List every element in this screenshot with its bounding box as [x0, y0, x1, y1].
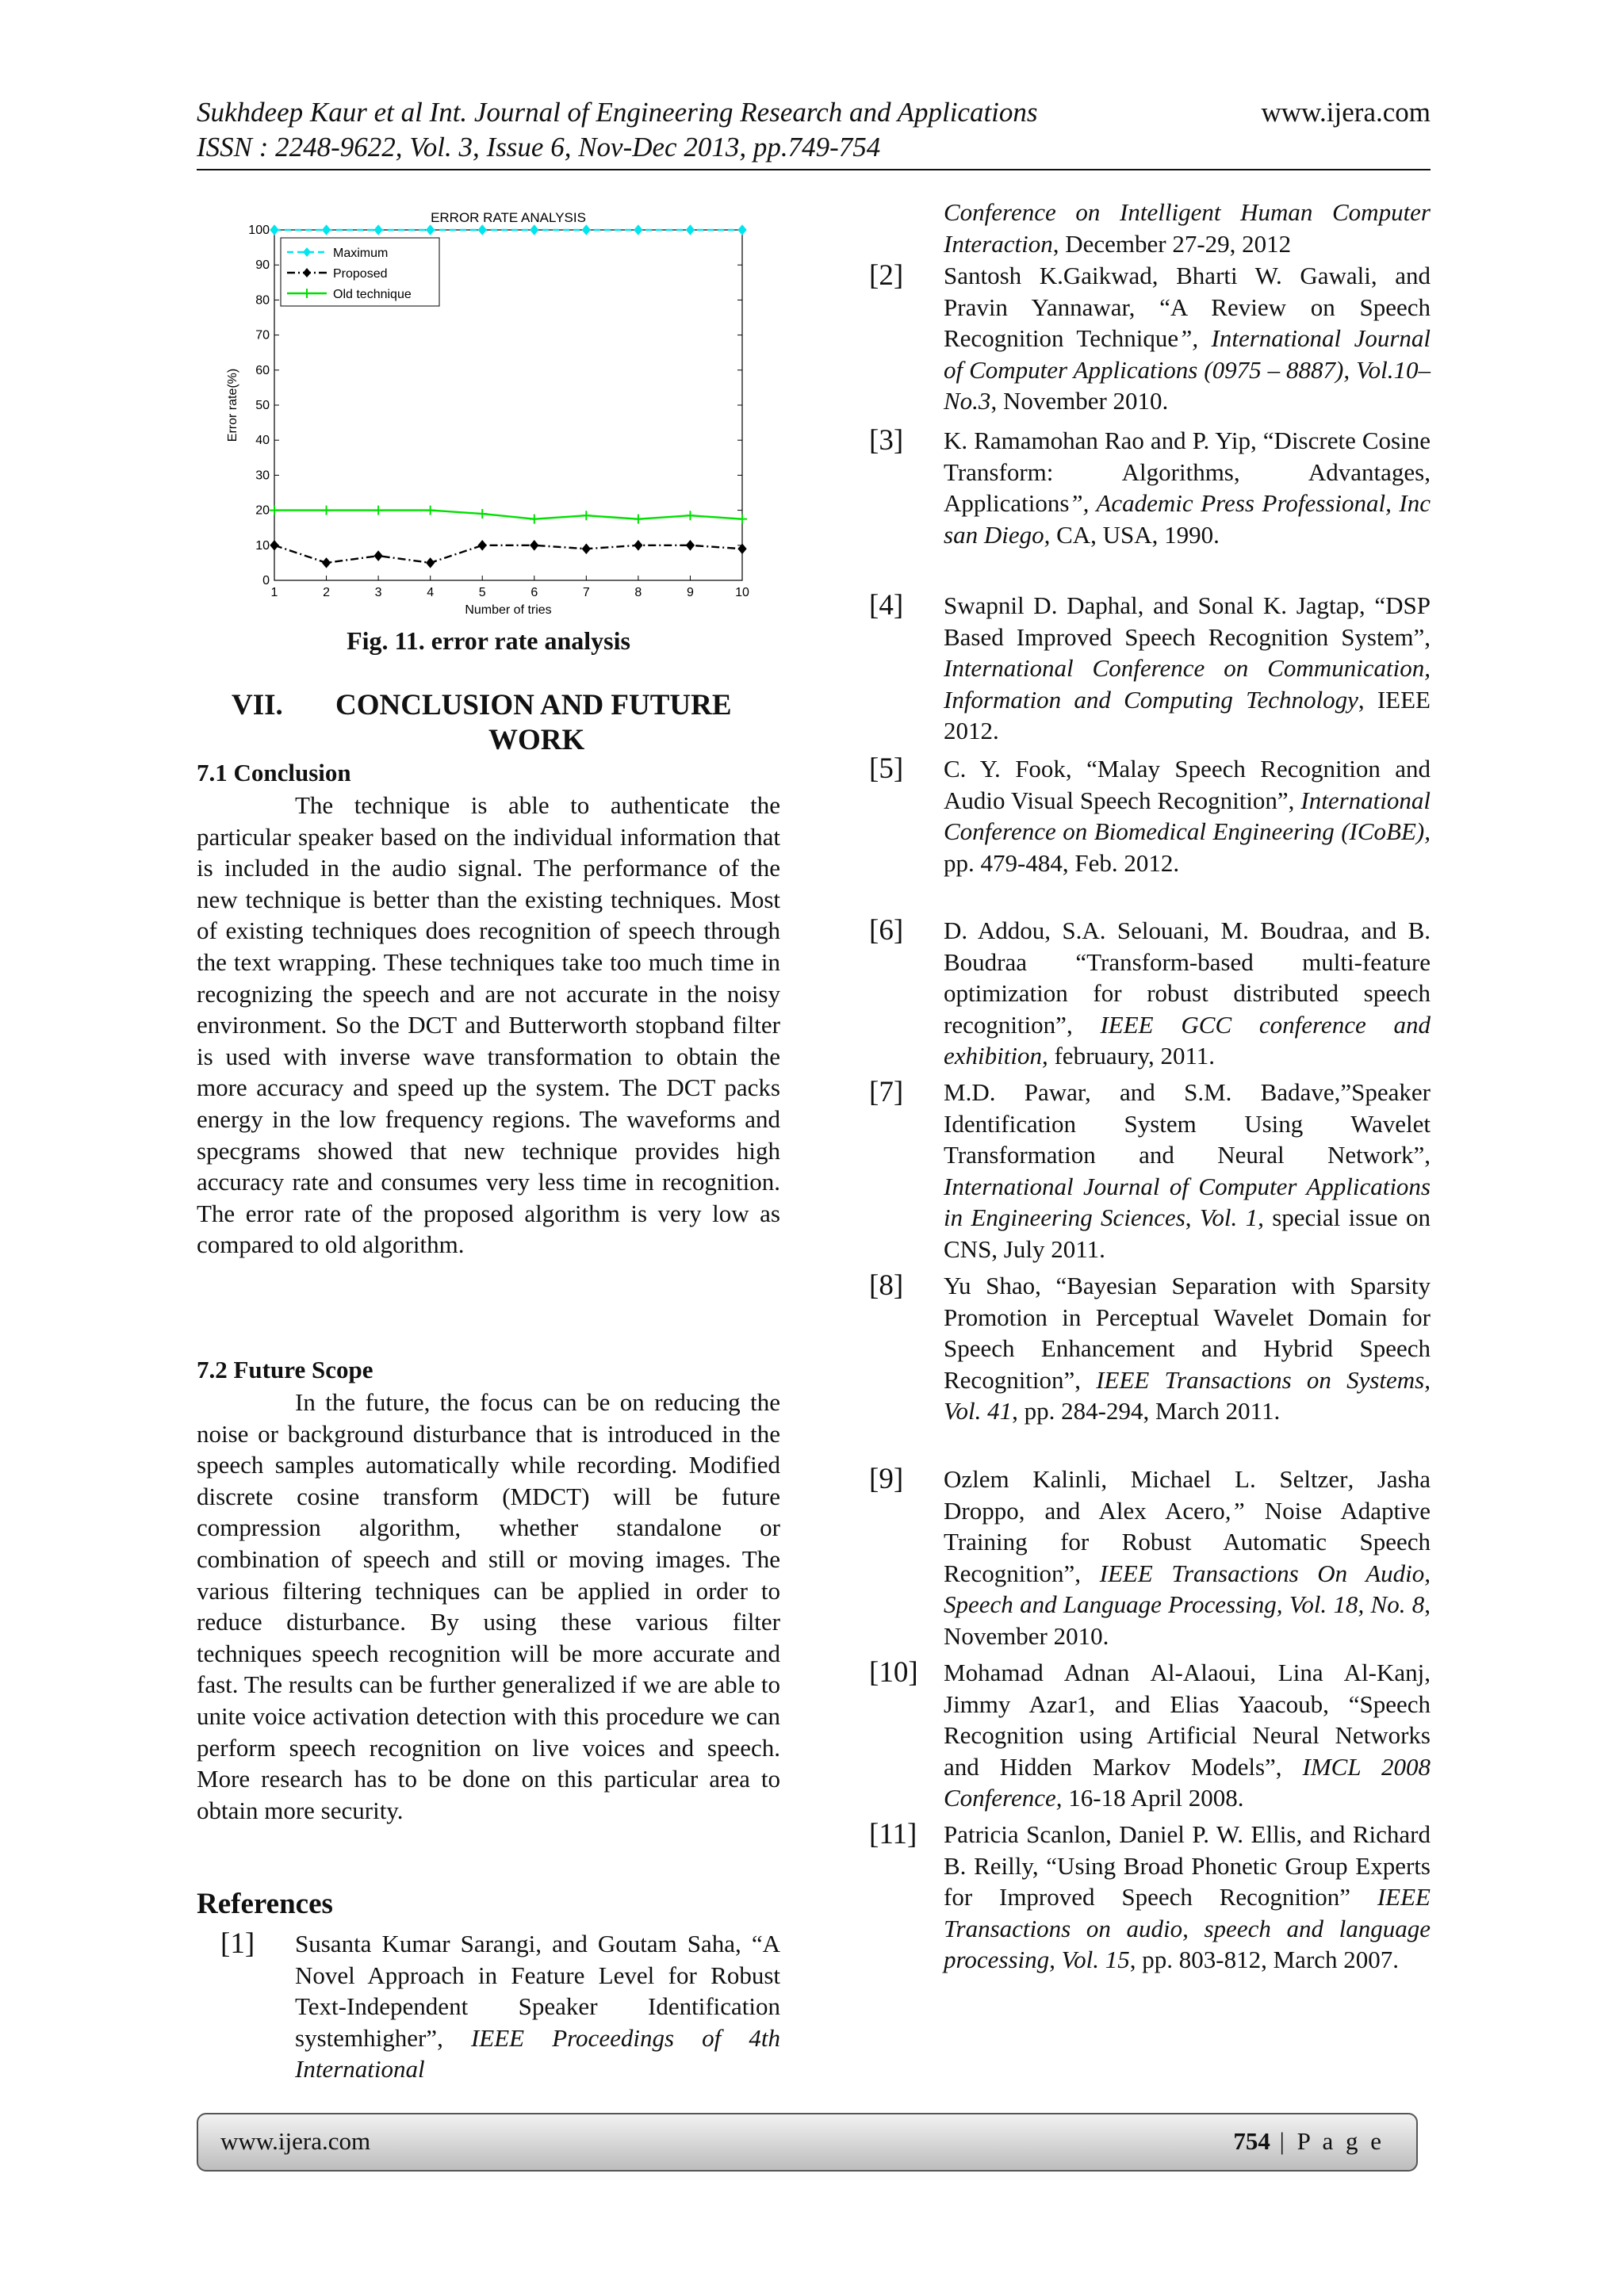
ref-8-authors: Yu Shao, “Bayesian Separation with Sparsity Promotion in Perceptual Wavelet Domain for Speech Enhancement and Hybrid Speech Recognition”,	[944, 1272, 1431, 1394]
ref-number: [7]	[869, 1076, 904, 1108]
page-number: 754	[1233, 2127, 1270, 2155]
data-point	[634, 541, 642, 550]
x-tick-label: 3	[374, 586, 382, 599]
data-point	[374, 551, 382, 561]
ref-11-title: and Richard B. Reilly, “Using Broad Phonetic Group Experts for Improved Speech Recognition”	[944, 1820, 1431, 1911]
ref-number: [11]	[869, 1818, 917, 1850]
data-point	[530, 225, 538, 235]
ref-3-venue: ”, Academic Press Professional, Inc san Diego,	[944, 489, 1431, 549]
ref-9-authors-b: Jasha Droppo, and Alex Acero	[944, 1465, 1431, 1525]
x-tick-label: 7	[582, 586, 590, 599]
y-tick-label: 30	[255, 469, 270, 483]
ref-6-venue: IEEE GCC conference and exhibition,	[944, 1010, 1431, 1070]
ref-7-volume: Vol. 1,	[1199, 1203, 1264, 1232]
ref-number: [4]	[869, 589, 904, 622]
figure-caption: Fig. 11. error rate analysis	[347, 626, 630, 655]
error-rate-chart	[213, 200, 768, 628]
future-scope-heading: 7.2 Future Scope	[197, 1356, 373, 1383]
data-point	[270, 541, 278, 550]
section-number: VII.	[232, 689, 283, 721]
running-header	[197, 95, 1431, 165]
section-title-line1: CONCLUSION AND FUTURE	[335, 689, 732, 721]
data-point	[685, 511, 695, 520]
ref-5-venue: International Conference on Biomedical Engineering (ICoBE),	[944, 786, 1431, 846]
chart-title: ERROR RATE ANALYSIS	[431, 210, 586, 225]
y-tick-label: 70	[255, 328, 270, 342]
ref-number: [2]	[869, 259, 904, 292]
ref-number: [9]	[869, 1463, 904, 1495]
x-tick-label: 9	[686, 586, 694, 599]
conclusion-heading: 7.1 Conclusion	[197, 759, 351, 786]
data-point	[426, 506, 435, 515]
data-point	[634, 515, 643, 524]
x-tick-label: 6	[530, 586, 538, 599]
ref-1-date: , December 27-29, 2012	[1052, 229, 1292, 258]
series-line-old-technique	[274, 511, 742, 519]
ref-9-authors-a: Ozlem Kalinli, Michael L. Seltzer	[944, 1465, 1348, 1493]
y-tick-label: 80	[255, 293, 270, 308]
ref-7-authors: M.D. Pawar, and S.M. Badave,”Speaker Identification System Using Wavelet Transformation and Neural Network”,	[944, 1078, 1431, 1169]
ref-10-venue: IMCL 2008 Conference,	[944, 1752, 1431, 1812]
data-point	[270, 225, 278, 235]
data-point	[374, 225, 382, 235]
data-point	[478, 225, 486, 235]
data-point	[323, 558, 331, 568]
data-point	[270, 506, 279, 515]
future-scope-text: In the future, the focus can be on reducing the noise or background disturbance that is introduced in the speech samples automatically while recording. Modified discrete cosine transform (MDCT) will be future compression algorithm, whether standalone or combination of speech and still or moving images. The various filtering techniques can be applied in order to reduce disturbance. By using these various filter techniques speech recognition will be more accurate and fast. The results can be further generalized if we are able to unite voice activation detection with this procedure we can perform speech recognition on live voices and speech. More research has to be done on this particular area to obtain more security.	[197, 1388, 780, 1824]
ref-9-quote: ,”	[1224, 1496, 1245, 1525]
data-point	[373, 506, 383, 515]
y-tick-label: 60	[255, 363, 270, 377]
data-point	[322, 506, 331, 515]
data-point	[582, 225, 590, 235]
ref-5-authors: C. Y. Fook, “Malay Speech Recognition and Audio Visual Speech Recognition”,	[944, 755, 1431, 814]
conclusion-text: The technique is able to authenticate the particular speaker based on the individual information that is included in the audio signal. The performance of the new technique is better than the existing techniques. Most of existing techniques does recognition of speech through the text wrapping. These techniques take too much time in recognizing the speech and are not accurate in the noisy environment. So the DCT and Butterworth stopband filter is used with inverse wave transformation to obtain the more accuracy and speed up the system. The DCT packs energy in the low frequency regions. The waveforms and specgrams showed that new technique provides high accuracy rate and consumes very less time in recognition. The error rate of the proposed algorithm is very low as compared to old algorithm.	[197, 791, 780, 1259]
issn-line: ISSN : 2248-9622, Vol. 3, Issue 6, Nov-Dec 2013, pp.749-754	[197, 132, 881, 163]
footer-website[interactable]: www.ijera.com	[220, 2127, 371, 2155]
data-point	[427, 225, 435, 235]
data-point	[530, 515, 539, 524]
page-footer	[197, 2113, 1418, 2172]
ref-6-date: februaury, 2011.	[1048, 1042, 1216, 1070]
data-point	[686, 541, 694, 550]
ref-9-comma: ,	[1347, 1465, 1354, 1493]
ref-number: [6]	[869, 914, 904, 947]
y-tick-label: 0	[262, 574, 270, 587]
ref-2-date: , November 2010.	[990, 387, 1169, 415]
chart-svg	[213, 200, 768, 628]
y-tick-label: 100	[248, 224, 270, 237]
ref-1-venue: IEEE Proceedings of 4th International	[295, 2023, 780, 2084]
header-rule	[197, 169, 1431, 170]
ref-2-venue: ”, International Journal of Computer Applications (0975 – 8887), Vol.10– No.3	[944, 324, 1431, 415]
data-point	[686, 225, 694, 235]
ref-7-date: special issue on CNS, July 2011.	[944, 1203, 1431, 1263]
x-tick-label: 8	[634, 586, 642, 599]
footer-page	[1233, 2127, 1385, 2156]
data-point	[323, 225, 331, 235]
ref-number: [1]	[220, 1927, 255, 1960]
data-point	[581, 511, 591, 520]
ref-8-venue: IEEE Transactions on Systems, Vol. 41	[944, 1365, 1431, 1425]
data-point	[634, 225, 642, 235]
data-point	[582, 544, 590, 553]
references-heading: References	[197, 1888, 333, 1920]
legend-label: Proposed	[333, 267, 388, 281]
ref-5-date: pp. 479-484, Feb. 2012.	[944, 848, 1180, 877]
y-axis-label: Error rate(%)	[226, 368, 239, 442]
ref-1-venue-cont: Conference on Intelligent Human Computer Interaction	[944, 198, 1431, 258]
ref-3-authors: K. Ramamohan Rao and P. Yip, “Discrete Cosine Transform: Algorithms, Advantages, Applications	[944, 427, 1431, 518]
legend-label: Old technique	[333, 288, 412, 301]
journal-line: Sukhdeep Kaur et al Int. Journal of Engineering Research and Applications	[197, 97, 1038, 128]
y-tick-label: 50	[255, 399, 270, 412]
ref-1-authors-title: Susanta Kumar Sarangi, and Goutam Saha, “A Novel Approach in Feature Level for Robust Text-Independent Speaker Identification systemhigher”,	[295, 1930, 780, 2052]
x-tick-label: 5	[478, 586, 486, 599]
legend-label: Maximum	[333, 247, 389, 260]
ref-6-authors: D. Addou, S.A. Selouani, M. Boudraa, and B. Boudraa “Transform-based multi-feature optimization for robust distributed speech recognition”,	[944, 916, 1431, 1039]
y-tick-label: 20	[255, 503, 270, 518]
ref-10-authors: Mohamad Adnan Al-Alaoui, Lina Al-Kanj, Jimmy Azar1, and Elias Yaacoub, “Speech Recognition using Artificial Neural Networks and Hidden Markov Models”,	[944, 1659, 1431, 1781]
ref-2-authors: Santosh K.Gaikwad, Bharti W. Gawali, and Pravin Yannawar, “A Review on Speech Recognition Technique	[944, 262, 1431, 353]
data-point	[530, 541, 538, 550]
ref-11-authors-a: Patricia Scanlon, Daniel P. W. Ellis	[944, 1820, 1297, 1848]
page-label: | P a g e	[1270, 2127, 1385, 2155]
header-website[interactable]: www.ijera.com	[1261, 97, 1431, 128]
data-point	[427, 558, 435, 568]
data-point	[737, 515, 747, 524]
ref-7-sep: ,	[1185, 1203, 1200, 1232]
ref-11-comma: ,	[1296, 1820, 1303, 1848]
ref-number: [3]	[869, 424, 904, 457]
ref-4-date: , IEEE 2012.	[944, 685, 1431, 745]
x-tick-label: 10	[735, 586, 749, 599]
ref-4-venue: International Conference on Communication, Information and Computing Technology	[944, 654, 1431, 714]
x-axis-label: Number of tries	[465, 603, 552, 617]
ref-4-authors: Swapnil D. Daphal, and Sonal K. Jagtap, “DSP Based Improved Speech Recognition System”,	[944, 591, 1431, 651]
y-tick-label: 40	[255, 434, 270, 448]
ref-number: [8]	[869, 1269, 904, 1302]
ref-11-date: , pp. 803-812, March 2007.	[1129, 1946, 1400, 1974]
series-line-proposed	[274, 545, 742, 563]
ref-10-date: 16-18 April 2008.	[1062, 1784, 1244, 1812]
ref-9-venue: IEEE Transactions On Audio, Speech and Language Processing, Vol. 18, No. 8	[944, 1559, 1431, 1619]
data-point	[478, 541, 486, 550]
x-tick-label: 4	[427, 586, 435, 599]
data-point	[477, 509, 487, 519]
x-tick-label: 2	[323, 586, 331, 599]
section-title-line2: WORK	[488, 724, 585, 756]
ref-9-title: Noise Adaptive Training for Robust Automatic Speech Recognition”,	[944, 1496, 1431, 1587]
y-tick-label: 10	[255, 538, 270, 553]
ref-7-venue: International Journal of Computer Applications in Engineering Sciences	[944, 1172, 1431, 1232]
ref-number: [10]	[869, 1656, 918, 1689]
y-tick-label: 90	[255, 258, 270, 273]
ref-11-venue: IEEE Transactions on audio, speech and language processing, Vol. 15	[944, 1883, 1431, 1974]
ref-number: [5]	[869, 752, 904, 785]
x-tick-label: 1	[270, 586, 278, 599]
ref-9-date: , November 2010.	[944, 1590, 1431, 1650]
ref-3-date: CA, USA, 1990.	[1050, 520, 1220, 549]
data-point	[738, 225, 746, 235]
ref-8-date: , pp. 284-294, March 2011.	[1012, 1397, 1281, 1425]
